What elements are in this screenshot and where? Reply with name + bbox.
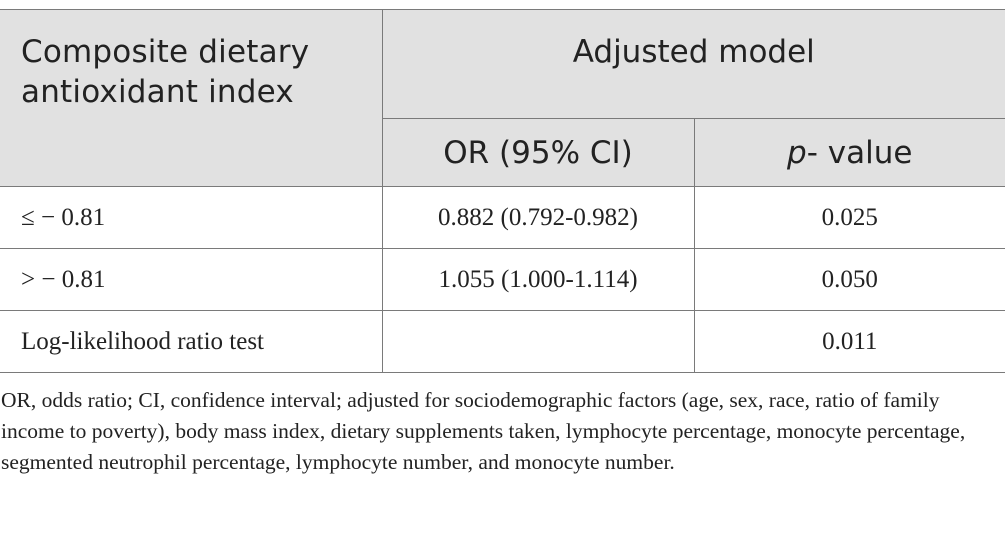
p-value-header-italic: p <box>787 134 807 171</box>
table-row <box>0 249 1005 311</box>
category-cell: ≤ − 0.81 <box>0 187 382 249</box>
category-cell: > − 0.81 <box>0 249 382 311</box>
adjusted-model-header: Adjusted model <box>382 10 1005 119</box>
p-value-header-rest: - value <box>806 134 913 171</box>
results-table <box>0 9 1005 373</box>
p-value-cell: 0.050 <box>694 249 1005 311</box>
category-cell: Log-likelihood ratio test <box>0 311 382 373</box>
or-ci-cell: 1.055 (1.000-1.114) <box>382 249 694 311</box>
table-footnote: OR, odds ratio; CI, confidence interval; adjusted for sociodemographic factors (age, sex, race, ratio of family income to poverty), body mass index, dietary supplements taken, lymphocyte percentage, monocyte percentage, segmented neutrophil percentage, lymphocyte number, and monocyte number. <box>1 388 966 474</box>
p-value-header <box>694 119 1005 187</box>
table-row <box>0 311 1005 373</box>
index-column-header: Composite dietary antioxidant index <box>0 10 382 187</box>
or-ci-cell: 0.882 (0.792-0.982) <box>382 187 694 249</box>
table-row <box>0 187 1005 249</box>
or-ci-header: OR (95% CI) <box>382 119 694 187</box>
or-ci-cell <box>382 311 694 373</box>
p-value-cell: 0.011 <box>694 311 1005 373</box>
p-value-cell: 0.025 <box>694 187 1005 249</box>
